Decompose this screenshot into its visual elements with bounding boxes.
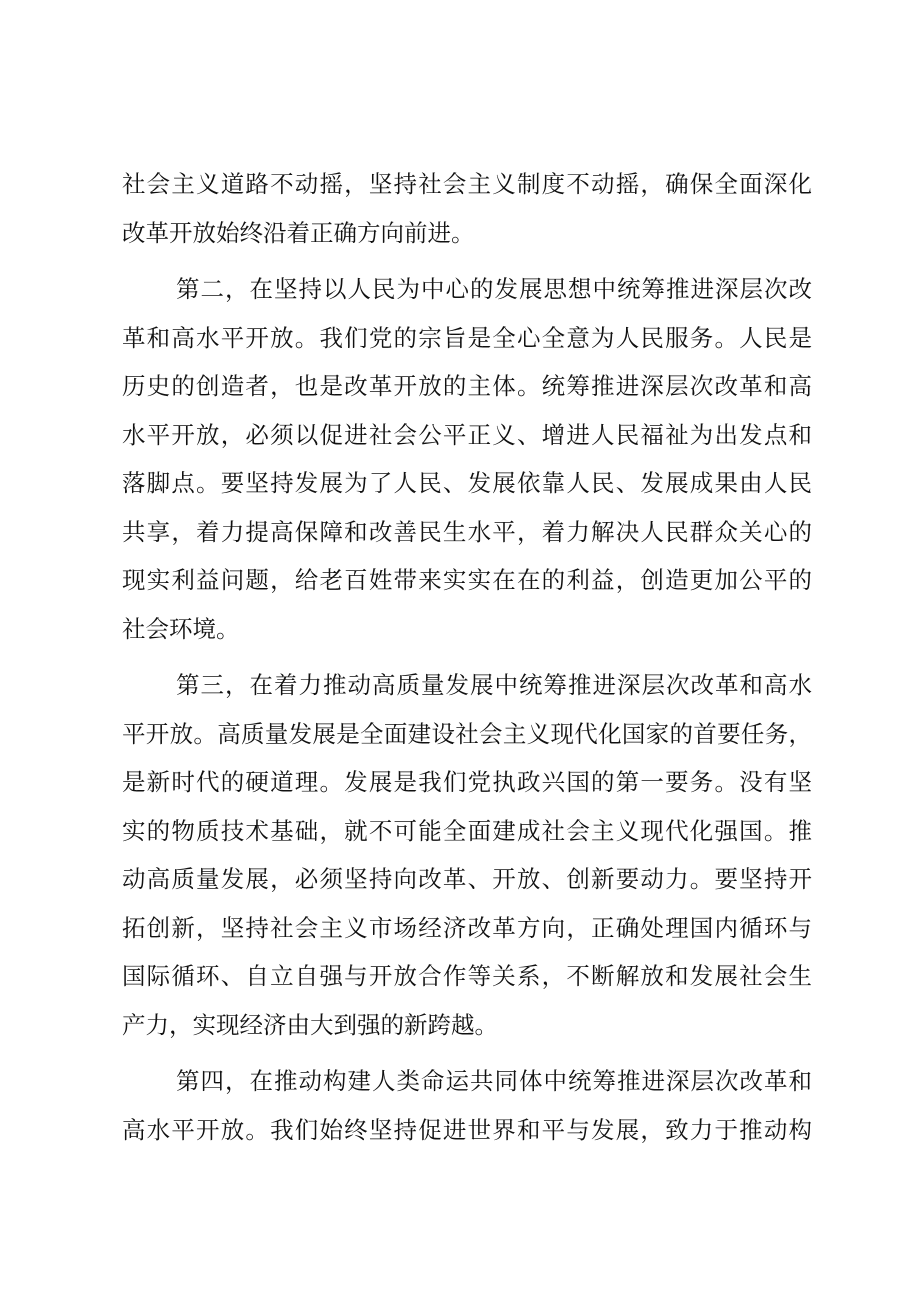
text-line: 革和高水平开放。我们党的宗旨是全心全意为人民服务。人民是 bbox=[122, 323, 812, 352]
paragraph-fourth bbox=[122, 1057, 812, 1154]
paragraph-second bbox=[122, 265, 812, 653]
body-text bbox=[122, 160, 812, 1162]
text-line: 现实利益问题，给老百姓带来实实在在的利益，创造更加公平的 bbox=[122, 566, 812, 594]
text-line: 历史的创造者，也是改革开放的主体。统筹推进深层次改革和高 bbox=[122, 372, 812, 400]
text-line: 第四，在推动构建人类命运共同体中统筹推进深层次改革和 bbox=[176, 1067, 812, 1095]
text-line: 是新时代的硬道理。发展是我们党执政兴国的第一要务。没有坚 bbox=[122, 768, 812, 796]
paragraph-third bbox=[122, 661, 812, 1049]
text-line: 共享，着力提高保障和改善民生水平，着力解决人民群众关心的 bbox=[122, 517, 812, 546]
paragraph-continuation bbox=[122, 160, 812, 257]
text-line: 改革开放始终沿着正确方向前进。 bbox=[122, 218, 475, 247]
text-line: 社会环境。 bbox=[122, 614, 240, 643]
text-line: 实的物质技术基础，就不可能全面建成社会主义现代化强国。推 bbox=[122, 816, 812, 845]
text-line: 产力，实现经济由大到强的新跨越。 bbox=[122, 1010, 498, 1039]
text-line: 落脚点。要坚持发展为了人民、发展依靠人民、发展成果由人民 bbox=[122, 469, 812, 497]
text-line: 高水平开放。我们始终坚持促进世界和平与发展，致力于推动构 bbox=[122, 1115, 812, 1144]
text-line: 社会主义道路不动摇，坚持社会主义制度不动摇，确保全面深化 bbox=[122, 170, 812, 198]
text-line: 国际循环、自立自强与开放合作等关系，不断解放和发展社会生 bbox=[122, 962, 812, 990]
text-line: 水平开放，必须以促进社会公平正义、增进人民福祉为出发点和 bbox=[122, 420, 812, 449]
text-line: 平开放。高质量发展是全面建设社会主义现代化国家的首要任务， bbox=[122, 719, 812, 748]
text-line: 第二，在坚持以人民为中心的发展思想中统筹推进深层次改 bbox=[176, 275, 812, 303]
text-line: 拓创新，坚持社会主义市场经济改革方向，正确处理国内循环与 bbox=[122, 913, 812, 942]
text-line: 动高质量发展，必须坚持向改革、开放、创新要动力。要坚持开 bbox=[122, 865, 812, 893]
text-line: 第三，在着力推动高质量发展中统筹推进深层次改革和高水 bbox=[176, 671, 812, 699]
